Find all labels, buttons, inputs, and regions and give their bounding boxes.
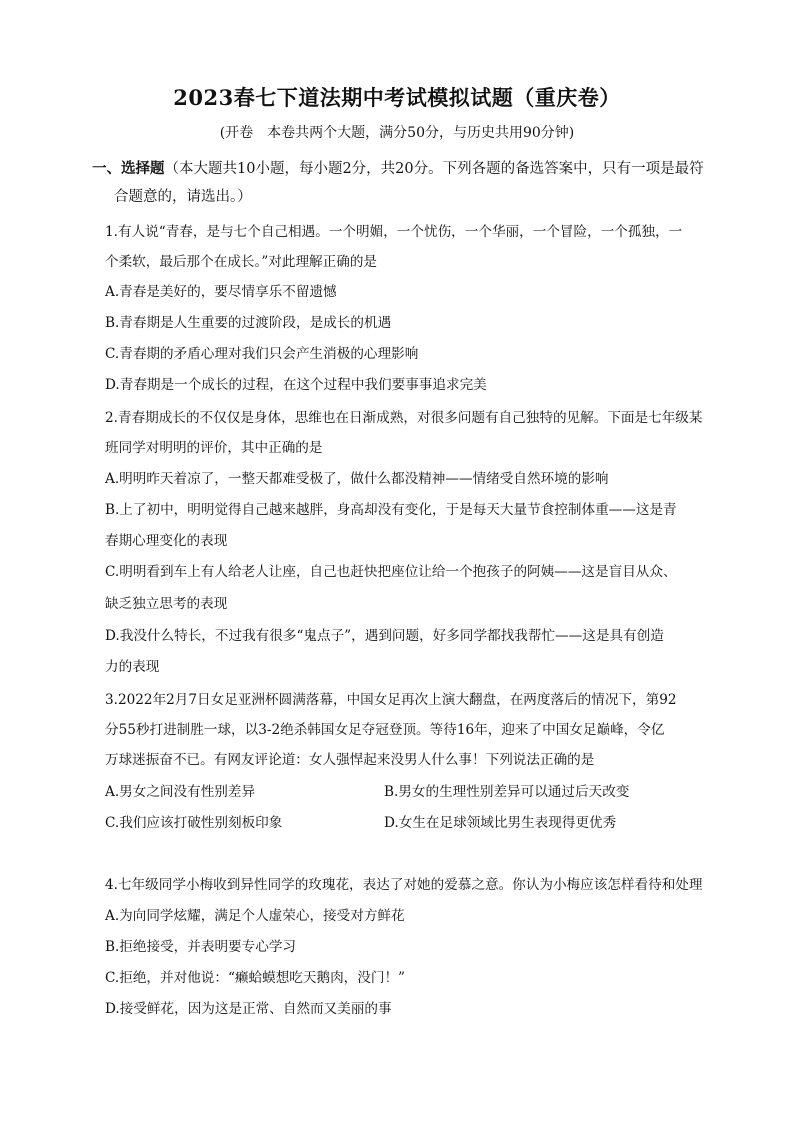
q2-option-c-line2: 缺乏独立思考的表现 [105,596,228,612]
q2-stem-line2: 班同学对明明的评价，其中正确的是 [105,440,323,456]
q4-option-a: A.为向同学炫耀，满足个人虚荣心，接受对方鲜花 [105,908,405,924]
q4-option-c: C.拒绝，并对他说：“癞蛤蟆想吃天鹅肉，没门！” [105,970,406,986]
section-note-line1: （本大题共10小题，每小题2分，共20分。下列各题的备选答案中，只有一项是最符 [164,161,704,177]
page-subtitle: (开卷 本卷共两个大题，满分50分，与历史共用90分钟) [219,125,575,141]
q2-option-a: A.明明昨天着凉了，一整天都难受极了，做什么都没精神——情绪受自然环境的影响 [105,471,609,487]
q2-option-d-line1: D.我没什么特长，不过我有很多“鬼点子”，遇到问题，好多同学都找我帮忙——这是具有创造 [105,628,664,644]
q1-option-a: A.青春是美好的，要尽情享乐不留遗憾 [105,284,337,300]
q2-stem-line1: 2.青春期成长的不仅仅是身体，思维也在日渐成熟，对很多问题有自己独特的见解。下面是七年级某 [105,410,703,426]
q3-option-a: A.男女之间没有性别差异 [105,784,256,800]
page-title: 2023春七下道法期中考试模拟试题（重庆卷） [173,85,621,110]
q3-option-b: B.男女的生理性别差异可以通过后天改变 [384,784,630,800]
q3-option-c: C.我们应该打破性别刻板印象 [105,815,283,831]
q4-option-b: B.拒绝接受，并表明要专心学习 [105,939,297,955]
section-header [92,155,712,211]
q1-stem-line1: 1.有人说“青春，是与七个自己相遇。一个明媚，一个忧伤，一个华丽，一个冒险，一个孤独，一 [105,224,683,240]
q2-option-c-line1: C.明明看到车上有人给老人让座，自己也赶快把座位让给一个抱孩子的阿姨——这是盲目从众、 [105,564,677,580]
section-label: 一、选择题 [92,160,165,177]
q4-option-d: D.接受鲜花，因为这是正常、自然而又美丽的事 [105,1001,392,1017]
q1-option-b: B.青春期是人生重要的过渡阶段，是成长的机遇 [105,315,392,331]
q3-stem-line3: 万球迷振奋不已。有网友评论道：女人强悍起来没男人什么事！下列说法正确的是 [105,752,595,768]
q2-option-d-line2: 力的表现 [105,659,160,675]
q4-stem-line1: 4.七年级同学小梅收到异性同学的玫瑰花，表达了对她的爱慕之意。你认为小梅应该怎样看待和处理 [105,877,703,893]
q3-stem-line2: 分55秒打进制胜一球，以3-2绝杀韩国女足夺冠登顶。等待16年，迎来了中国女足巅峰，令亿 [105,722,665,738]
q1-stem-line2: 个柔软，最后那个在成长。”对此理解正确的是 [105,254,378,270]
section-note-line2: 合题意的，请选出。） [114,189,252,205]
q3-stem-line1: 3.2022年2月7日女足亚洲杯圆满落幕，中国女足再次上演大翻盘，在两度落后的情况下，第92 [105,692,677,708]
q1-option-c: C.青春期的矛盾心理对我们只会产生消极的心理影响 [105,346,419,362]
q3-option-d: D.女生在足球领域比男生表现得更优秀 [384,815,617,831]
q2-option-b-line2: 春期心理变化的表现 [105,533,228,549]
q1-option-d: D.青春期是一个成长的过程，在这个过程中我们要事事追求完美 [105,377,487,393]
q2-option-b-line1: B.上了初中，明明觉得自己越来越胖，身高却没有变化，于是每天大量节食控制体重——这是青 [105,502,677,518]
